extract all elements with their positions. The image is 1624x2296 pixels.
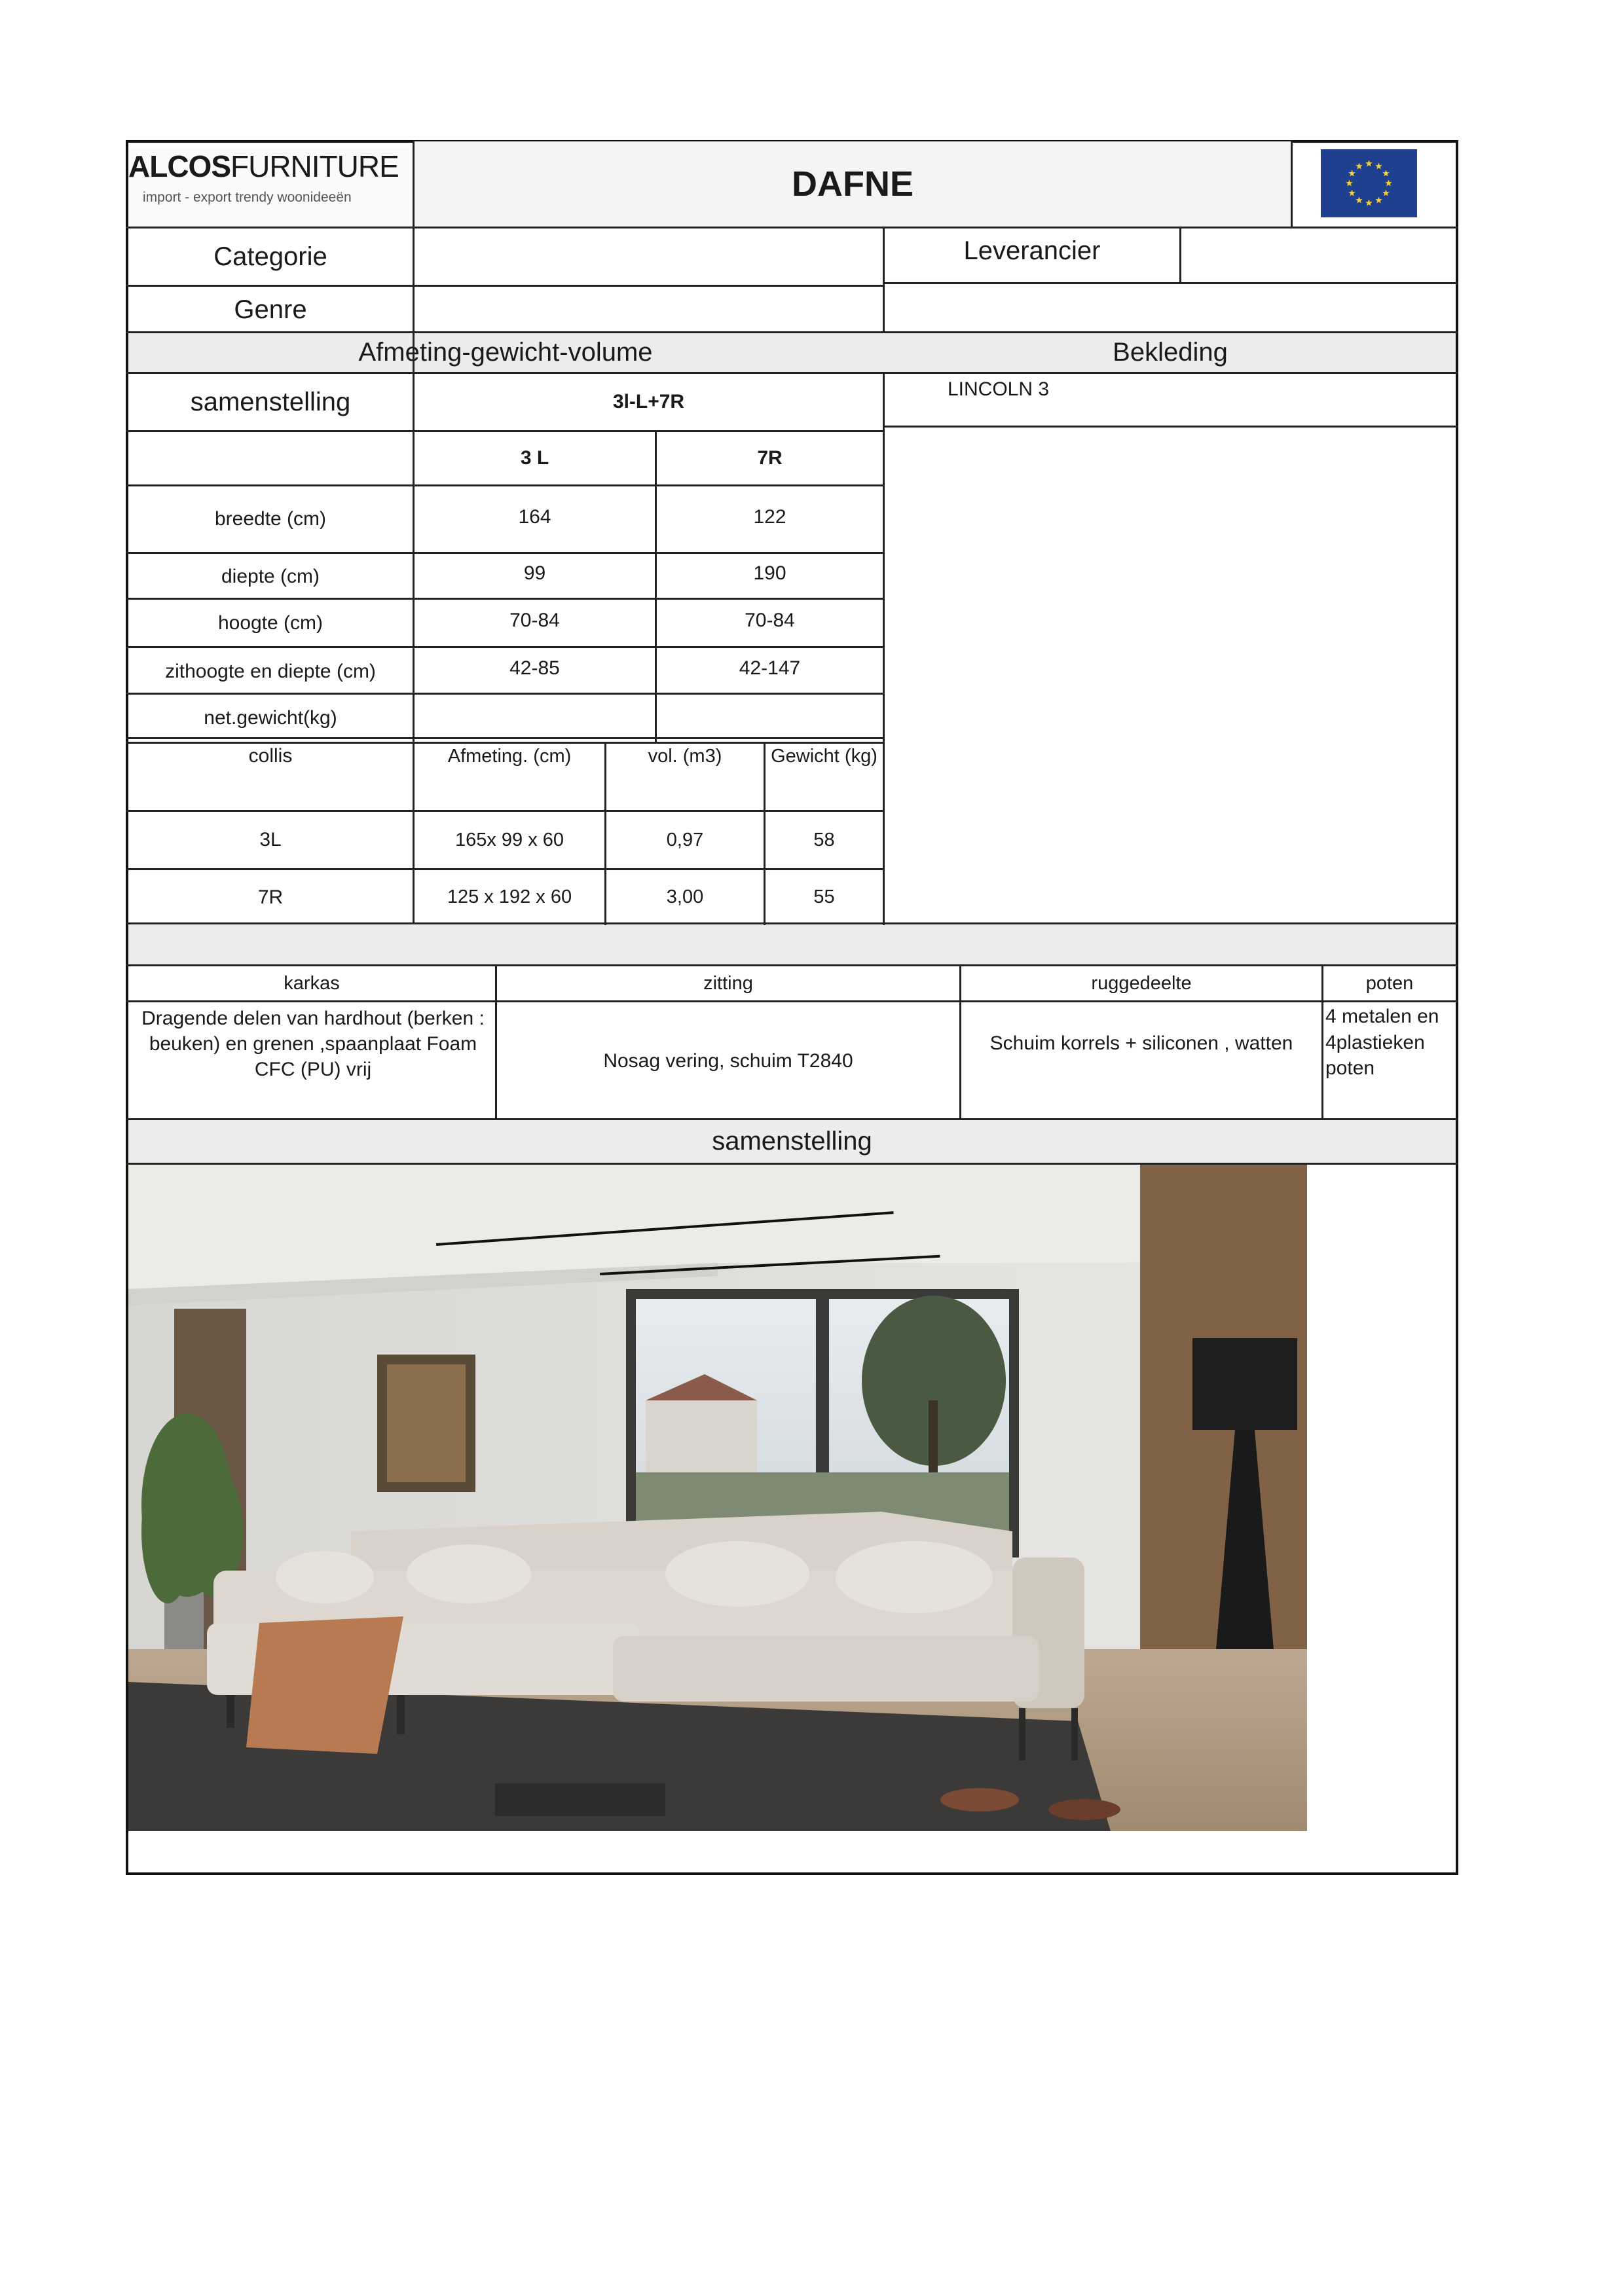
row-label-diepte: diepte (cm) [221, 566, 320, 587]
collis-header-vol: vol. (m3) [648, 745, 722, 767]
materials-karkas: Dragende delen van hardhout (berken : beuken) en grenen ,spaanplaat Foam CFC (PU) vrij [141, 1008, 485, 1080]
materials-poten: 4 metalen en 4plastieken poten [1325, 1006, 1439, 1080]
logo [128, 148, 410, 227]
collis-row-3l-vol: 0,97 [666, 829, 704, 850]
samenstelling-value: 3l-L+7R [612, 391, 685, 412]
genre-value [415, 287, 883, 333]
cell-diepte-3l: 99 [523, 562, 546, 584]
categorie-value [415, 229, 883, 285]
section-dimensions-title: Afmeting-gewicht-volume [358, 338, 653, 367]
samenstelling-label: samenstelling [190, 387, 351, 416]
cell-breedte-3l: 164 [518, 506, 551, 528]
collis-row-3l-gewicht: 58 [813, 829, 835, 850]
cell-hoogte-7r: 70-84 [745, 610, 795, 631]
categorie-label: Categorie [213, 242, 327, 271]
logo-tagline: import - export trendy woonideeën [143, 190, 352, 205]
cell-hoogte-3l: 70-84 [509, 610, 560, 631]
section-bekleding-title: Bekleding [1113, 338, 1228, 367]
cell-netgewicht-3l [415, 695, 655, 739]
eu-flag-icon [1321, 149, 1417, 217]
row-label-zithoogte: zithoogte en diepte (cm) [165, 660, 376, 682]
materials-zitting: Nosag vering, schuim T2840 [603, 1050, 853, 1072]
product-name: DAFNE [792, 164, 913, 204]
leverancier-label: Leverancier [963, 236, 1101, 265]
collis-row-7r-gewicht: 55 [813, 886, 835, 907]
logo-brand: ALCOS [128, 149, 231, 183]
logo-brand-2: FURNITURE [231, 149, 399, 183]
cell-zithoogte-3l: 42-85 [509, 657, 560, 679]
row-label-netgewicht: net.gewicht(kg) [204, 707, 337, 729]
row-label-hoogte: hoogte (cm) [217, 611, 323, 634]
leverancier-value [1181, 229, 1456, 282]
collis-row-7r-afmeting: 125 x 192 x 60 [447, 886, 572, 907]
materials-ruggedeelte: Schuim korrels + siliconen , watten [989, 1032, 1293, 1054]
collis-row-7r-label: 7R [257, 886, 284, 908]
collis-row-3l-afmeting: 165x 99 x 60 [454, 829, 564, 850]
genre-label: Genre [234, 295, 307, 324]
collis-label: collis [248, 745, 293, 767]
collis-row-3l-label: 3L [259, 829, 282, 850]
band-spacer [128, 924, 1456, 964]
materials-header-zitting: zitting [703, 972, 753, 994]
collis-row-7r-vol: 3,00 [666, 886, 704, 907]
cell-diepte-7r: 190 [753, 562, 786, 584]
collis-header-afmeting: Afmeting. (cm) [447, 745, 572, 767]
cell-breedte-7r: 122 [753, 506, 786, 528]
bekleding-value: LINCOLN 3 [948, 378, 1050, 400]
column-header-3l: 3 L [520, 447, 549, 469]
materials-header-ruggedeelte: ruggedeelte [1091, 972, 1192, 994]
collis-header-gewicht: Gewicht (kg) [771, 745, 877, 767]
cell-zithoogte-7r: 42-147 [739, 657, 801, 679]
photo-section-title: samenstelling [712, 1127, 872, 1156]
materials-header-karkas: karkas [284, 972, 340, 994]
sofa-room-photo-icon [128, 1165, 1307, 1831]
materials-header-poten: poten [1365, 972, 1414, 994]
cell-netgewicht-7r [657, 695, 883, 739]
column-header-7r: 7R [757, 447, 783, 469]
row-label-breedte: breedte (cm) [214, 508, 327, 530]
